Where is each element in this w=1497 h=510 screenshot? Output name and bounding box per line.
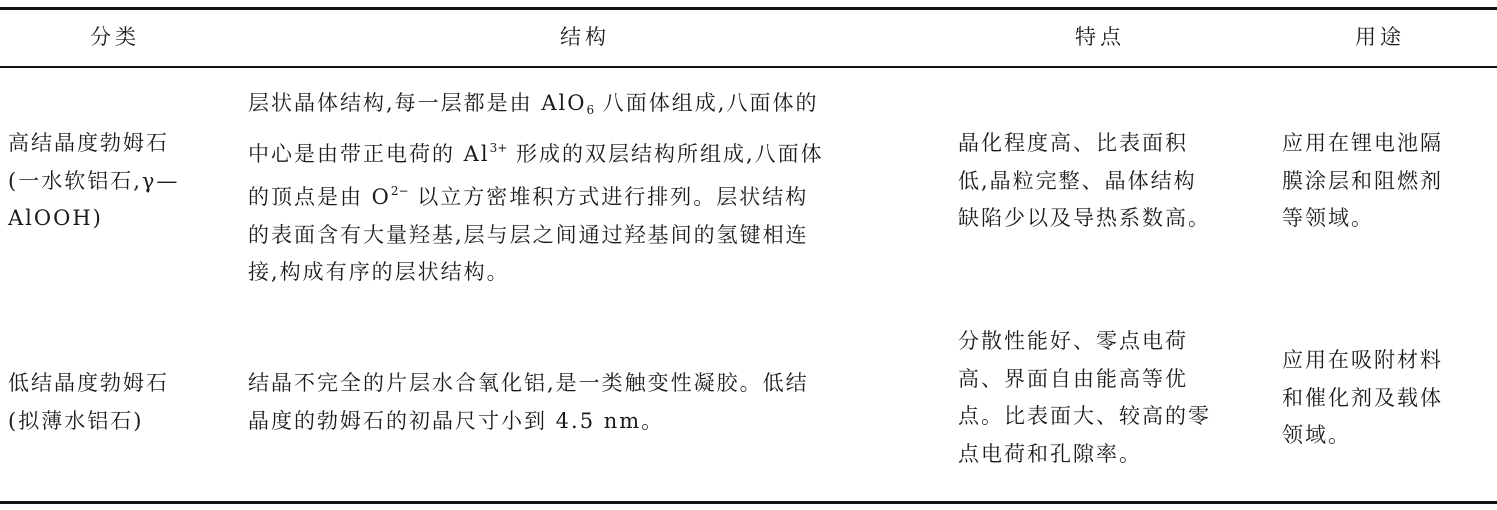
row1-features [958,125,1211,238]
row2-usage-line: 应用在吸附材料 [1282,348,1443,372]
row2-structure-line: 晶度的勃姆石的初晶尺寸小到 4.5 nm。 [248,408,665,433]
row1-category-line: (一水软铝石,γ— [8,168,180,193]
row1-features-line: 缺陷少以及导热系数高。 [958,206,1211,230]
row2-features-line: 点电荷和孔隙率。 [958,441,1142,466]
row1-structure-line: 中心是由带正电荷的 $Al^{3+}$ 形成的双层结构所组成,八面体 [248,140,824,166]
table-bottom-rule [0,501,1497,504]
row1-structure-line: 的顶点是由 $O^{2-}$ 以立方密堆积方式进行排列。层状结构 [248,184,809,209]
row2-category-line: (拟薄水铝石) [8,408,144,433]
row1-structure [248,85,824,292]
row2-category [8,365,169,440]
row2-usage-line: 领域。 [1282,423,1351,447]
row1-features-line: 晶化程度高、比表面积 [958,131,1188,155]
row2-features [958,323,1211,473]
row2-features-line: 高、界面自由能高等优 [958,366,1188,391]
row1-structure-line: 的表面含有大量羟基,层与层之间通过羟基间的氢键相连 [248,222,809,247]
header-usage: 用途 [1355,25,1405,49]
row2-structure [248,365,809,440]
row2-usage-line: 和催化剂及载体 [1282,385,1443,410]
row2-structure-line: 结晶不完全的片层水合氧化铝,是一类触变性凝胶。低结 [248,371,809,395]
row1-structure-line: 层状晶体结构,每一层都是由 AlO$_6$ 八面体组成,八面体的 [248,91,819,117]
header-structure: 结构 [560,25,610,49]
row2-usage [1282,342,1443,455]
row1-usage-line: 膜涂层和阻燃剂 [1282,168,1443,193]
row1-features-line: 低,晶粒完整、晶体结构 [958,168,1197,193]
table-header-rule [0,66,1497,68]
row1-category [8,125,179,238]
row1-usage-line: 应用在锂电池隔 [1282,131,1443,155]
row1-usage [1282,125,1443,238]
row1-category-line: AlOOH) [8,206,103,230]
header-features: 特点 [1075,25,1125,49]
header-category: 分类 [90,25,140,49]
row1-category-line: 高结晶度勃姆石 [8,131,169,155]
row1-usage-line: 等领域。 [1282,206,1374,230]
row2-features-line: 点。比表面大、较高的零 [958,404,1211,428]
table-top-rule [0,7,1497,10]
row2-features-line: 分散性能好、零点电荷 [958,329,1188,353]
row2-category-line: 低结晶度勃姆石 [8,371,169,395]
row1-structure-line: 接,构成有序的层状结构。 [248,260,510,284]
